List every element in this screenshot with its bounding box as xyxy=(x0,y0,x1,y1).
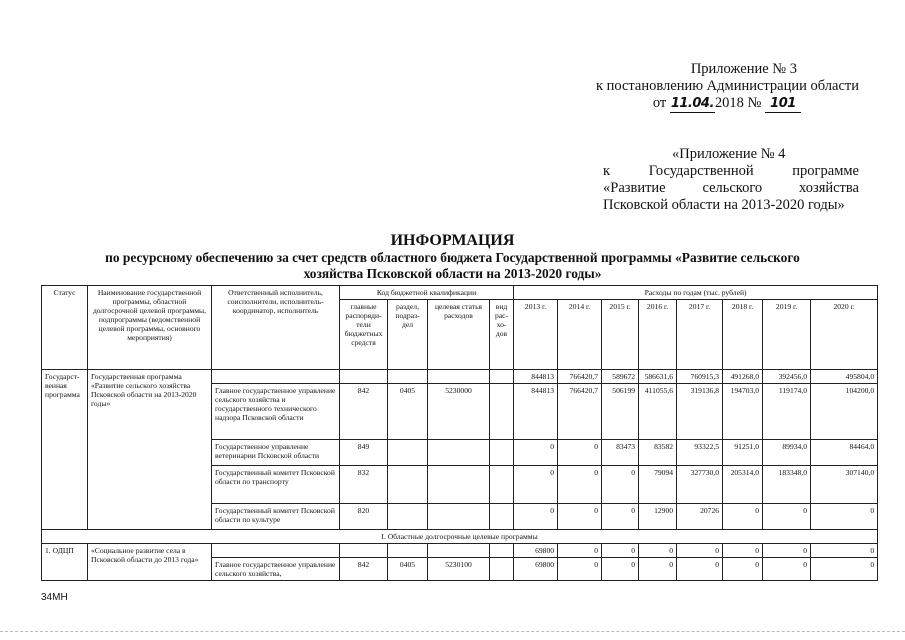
document-title: ИНФОРМАЦИЯ xyxy=(390,232,515,249)
table-cell: 506199 xyxy=(602,384,639,440)
table-row-odcp-total xyxy=(42,544,878,558)
table-cell: 586631,6 xyxy=(639,370,677,384)
section-title: I. Областные долгосрочные целевые программы xyxy=(42,530,878,544)
appendix-3-title: Приложение № 3 xyxy=(690,61,797,77)
header-year: 2019 г. xyxy=(763,300,811,370)
table-cell: 0 xyxy=(723,504,763,530)
header-expenses: Расходы по годам (тыс. рублей) xyxy=(514,286,878,300)
appendix-4-block xyxy=(603,146,859,214)
table-cell: 392456,0 xyxy=(763,370,811,384)
table-cell: 0 xyxy=(602,544,639,558)
executor-cell: Государственное управление ветеринарии Псковской области xyxy=(212,440,340,466)
header-section: раздел, подраз-дел xyxy=(388,300,428,370)
appendix-4-line3: «Развитие сельского хозяйства xyxy=(603,180,859,196)
header-year: 2014 г. xyxy=(558,300,602,370)
table-cell: 844813 xyxy=(514,370,558,384)
handwritten-date: 11.04. xyxy=(670,96,714,111)
program-name: Государственная программа «Развитие сельского хозяйства Псковской области на 2013-2020 годы» xyxy=(88,370,212,530)
table-cell: 760915,3 xyxy=(677,370,723,384)
table-cell: 0 xyxy=(514,466,558,504)
handwritten-number: 101 xyxy=(765,95,801,113)
table-cell: 0 xyxy=(763,504,811,530)
program-status: Государст-венная программа xyxy=(42,370,88,530)
table-row: Государственный комитет Псковской области по транспорту 832 0 0 0 79094 327730,0 205314,0 183348,0 307140,0 xyxy=(42,466,878,504)
table-cell: 0 xyxy=(558,440,602,466)
table-row: Государственное управление ветеринарии Псковской области 849 0 0 83473 83582 93322,5 91251,0 89934,0 84464,0 xyxy=(42,440,878,466)
appendix-3-reference: к постановлению Администрации области xyxy=(595,78,859,94)
header-executor: Ответственный исполнитель, соисполнители, исполнитель-координатор, исполнитель xyxy=(212,286,340,370)
table-cell: 0 xyxy=(811,544,878,558)
table-row: Главное государственное управление сельского хозяйства и государственного технического надзора Псковской области 842 0405 5230000 844813 766420,7 506199 411055,6 319136,8 194703,0 119174,0 104200,0 xyxy=(42,384,878,440)
table-cell: 104200,0 xyxy=(811,384,878,440)
header-year: 2018 г. xyxy=(723,300,763,370)
table-cell: 319136,8 xyxy=(677,384,723,440)
header-name: Наименование государственной программы, областной долгосрочной целевой программы, подпрограммы (ведомственной целевой программы, основного мероприятия) xyxy=(88,286,212,370)
document-subtitle-line1: по ресурсному обеспечению за счет средств областного бюджета Государственной программы «Развитие сельского xyxy=(105,250,800,265)
table-cell: 20726 xyxy=(677,504,723,530)
document-subtitle-line2: хозяйства Псковской области на 2013-2020 годы» xyxy=(303,266,602,281)
table-cell: 79094 xyxy=(639,466,677,504)
table-cell: 0 xyxy=(558,504,602,530)
table-cell: 91251,0 xyxy=(723,440,763,466)
appendix-4-line2: к Государственной программе xyxy=(603,163,859,179)
table-row-program-total xyxy=(42,370,878,384)
table-cell: 0 xyxy=(763,558,811,581)
table-cell: 119174,0 xyxy=(763,384,811,440)
table-cell: 89934,0 xyxy=(763,440,811,466)
table-cell: 844813 xyxy=(514,384,558,440)
odcp-name: «Социальное развитие села в Псковской области до 2013 года» xyxy=(88,544,212,581)
table-cell: 93322,5 xyxy=(677,440,723,466)
page-footer-code: 34МН xyxy=(41,592,68,603)
table-cell: 84464,0 xyxy=(811,440,878,466)
table-cell: 0 xyxy=(639,544,677,558)
table-cell: 307140,0 xyxy=(811,466,878,504)
table-cell: 194703,0 xyxy=(723,384,763,440)
executor-cell: Главное государственное управление сельского хозяйства, xyxy=(212,558,340,581)
table-cell: 0 xyxy=(811,504,878,530)
table-cell: 0 xyxy=(677,558,723,581)
table-cell: 0 xyxy=(677,544,723,558)
scan-edge-divider xyxy=(0,631,905,632)
table-cell: 0 xyxy=(514,440,558,466)
table-cell: 589672 xyxy=(602,370,639,384)
table-cell: 0 xyxy=(602,504,639,530)
header-grbs: главные распоряди-тели бюджетных средств xyxy=(340,300,388,370)
table-cell: 766420,7 xyxy=(558,384,602,440)
header-target: целевая статья расходов xyxy=(428,300,490,370)
table-cell: 0 xyxy=(558,558,602,581)
odcp-status: 1. ОДЦП xyxy=(42,544,88,581)
header-year: 2017 г. xyxy=(677,300,723,370)
table-cell: 83582 xyxy=(639,440,677,466)
executor-cell: Главное государственное управление сельского хозяйства и государственного технического надзора Псковской области xyxy=(212,384,340,440)
header-year: 2015 г. xyxy=(602,300,639,370)
section-row xyxy=(42,530,878,544)
table-cell: 491268,0 xyxy=(723,370,763,384)
executor-cell: Государственный комитет Псковской области по транспорту xyxy=(212,466,340,504)
header-year: 2016 г. xyxy=(639,300,677,370)
table-cell: 495804,0 xyxy=(811,370,878,384)
table-cell: 0 xyxy=(811,558,878,581)
table-cell: 0 xyxy=(558,466,602,504)
table-cell: 0 xyxy=(723,558,763,581)
table-cell: 83473 xyxy=(602,440,639,466)
table-cell: 766420,7 xyxy=(558,370,602,384)
table-cell: 411055,6 xyxy=(639,384,677,440)
header-year: 2020 г. xyxy=(811,300,878,370)
table-cell: 205314,0 xyxy=(723,466,763,504)
table-cell: 327730,0 xyxy=(677,466,723,504)
table-cell: 0 xyxy=(514,504,558,530)
table-cell: 0 xyxy=(602,558,639,581)
header-status: Статус xyxy=(42,286,88,370)
table-cell: 0 xyxy=(602,466,639,504)
appendix-4-title: «Приложение № 4 xyxy=(672,146,786,162)
table-cell: 69800 xyxy=(514,558,558,581)
table-cell: 69800 xyxy=(514,544,558,558)
header-type: вид рас-хо-дов xyxy=(490,300,514,370)
table-cell: 183348,0 xyxy=(763,466,811,504)
appendix-3-date-line: от 11.04.2018 № 101 xyxy=(596,95,859,113)
table-cell: 0 xyxy=(763,544,811,558)
table-cell: 0 xyxy=(639,558,677,581)
resource-table xyxy=(41,285,878,581)
header-budget-code: Код бюджетной квалификации xyxy=(340,286,514,300)
table-cell: 12900 xyxy=(639,504,677,530)
executor-cell: Государственный комитет Псковской области по культуре xyxy=(212,504,340,530)
table-row: Главное государственное управление сельского хозяйства, 842 0405 5230100 69800 0 0 0 0 0 0 0 xyxy=(42,558,878,581)
table-row: Государственный комитет Псковской области по культуре 820 0 0 0 12900 20726 0 0 0 xyxy=(42,504,878,530)
appendix-3-block xyxy=(596,61,859,113)
header-year: 2013 г. xyxy=(514,300,558,370)
header-row-1 xyxy=(42,286,878,300)
table-cell: 0 xyxy=(558,544,602,558)
table-cell: 0 xyxy=(723,544,763,558)
appendix-4-line4: Псковской области на 2013-2020 годы» xyxy=(603,197,845,213)
